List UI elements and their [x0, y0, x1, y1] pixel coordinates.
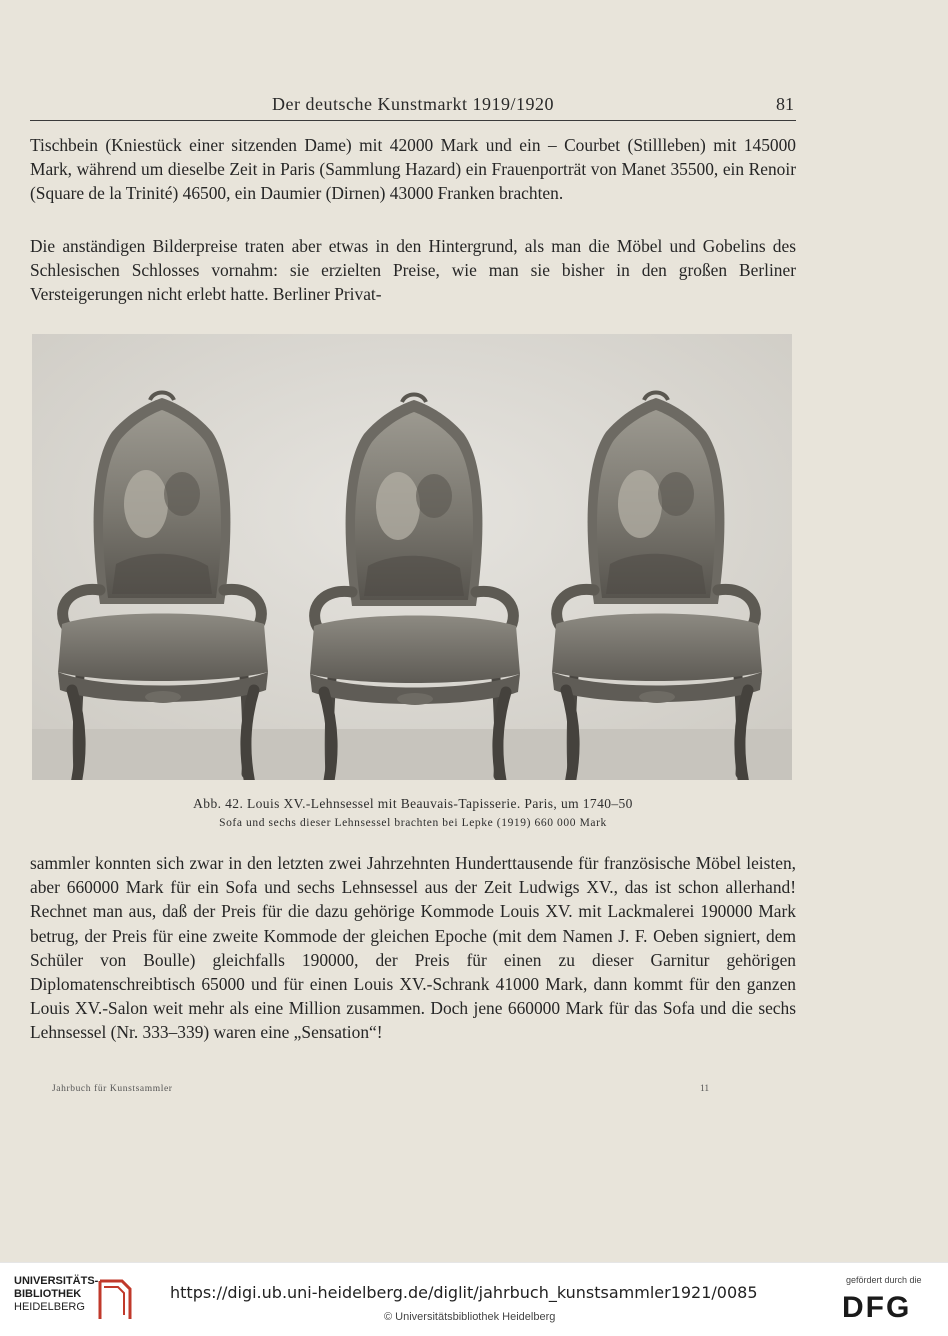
dfg-logo: DFG — [842, 1291, 912, 1324]
signature-number: 11 — [700, 1084, 710, 1094]
funded-by-label: gefördert durch die — [846, 1275, 922, 1285]
library-name-line-2: BIBLIOTHEK — [14, 1288, 82, 1300]
copyright-notice: © Universitätsbibliothek Heidelberg — [384, 1311, 556, 1323]
figure-caption-note: Sofa und sechs dieser Lehnsessel brachten bei Lepke (1919) 660 000 Mark — [219, 817, 607, 829]
library-name-line-3: HEIDELBERG — [14, 1301, 85, 1313]
page-number: 81 — [776, 94, 794, 114]
figure-chairs-photo — [32, 334, 792, 780]
armchairs-photograph — [32, 334, 792, 780]
running-head — [30, 92, 796, 121]
viewer-footer — [0, 1262, 948, 1336]
library-name-line-1: UNIVERSITÄTS- — [14, 1275, 99, 1287]
figure-caption-title: Abb. 42. Louis XV.-Lehnsessel mit Beauvais-Tapisserie. Paris, um 1740–50 — [193, 796, 633, 811]
library-name — [14, 1275, 104, 1314]
library-logo-icon — [94, 1275, 134, 1323]
body-paragraph-1: Tischbein (Kniestück einer sitzenden Dame) mit 42000 Mark und ein – Courbet (Stillleben) mit 145000 Mark, während um dieselbe Zeit in Paris (Sammlung Hazard) ein Frauenporträt von Manet 35500, ein Renoir (Square de la Trinité) 46500, ein Daumier (Dirnen) 43000 Franken brachten. — [30, 135, 796, 204]
running-title: Der deutsche Kunstmarkt 1919/1920 — [272, 94, 554, 114]
signature-line: Jahrbuch für Kunstsammler — [52, 1084, 173, 1094]
body-paragraph-3: sammler konnten sich zwar in den letzten zwei Jahrzehnten Hunderttausende für französische Möbel leisten, aber 660000 Mark für ein Sofa und sechs Lehnsessel aus der Zeit Ludwigs XV., das ist schon allerhand! Rechnet man aus, daß der Preis für die dazu gehörige Kommode Louis XV. mit Lackmalerei 190000 Mark betrug, der Preis für eine zweite Kommode der gleichen Epoche (mit dem Namen J. F. Oeben signiert, dem Schüler von Boulle) gleichfalls 190000, der Preis für einen zu dieser Garnitur gehörigen Diplomatenschreibtisch 65000 und für einen Louis XV.-Schrank 41000 Mark, dann kommt für den ganzen Louis XV.-Salon weit mehr als eine Million zusammen. Doch jene 660000 Mark für das Sofa und die sechs Lehnsessel (Nr. 333–339) waren eine „Sensation“! — [30, 853, 796, 1043]
body-paragraph-2: Die anständigen Bilderpreise traten aber etwas in den Hintergrund, als man die Möbel und Gobelins des Schlesischen Schlosses vornahm: sie erzielten Preise, wie man sie bisher in den großen Berliner Versteigerungen nicht erlebt hatte. Berliner Privat- — [30, 236, 796, 305]
permalink-url[interactable]: https://digi.ub.uni-heidelberg.de/diglit/jahrbuch_kunstsammler1921/0085 — [170, 1283, 758, 1302]
